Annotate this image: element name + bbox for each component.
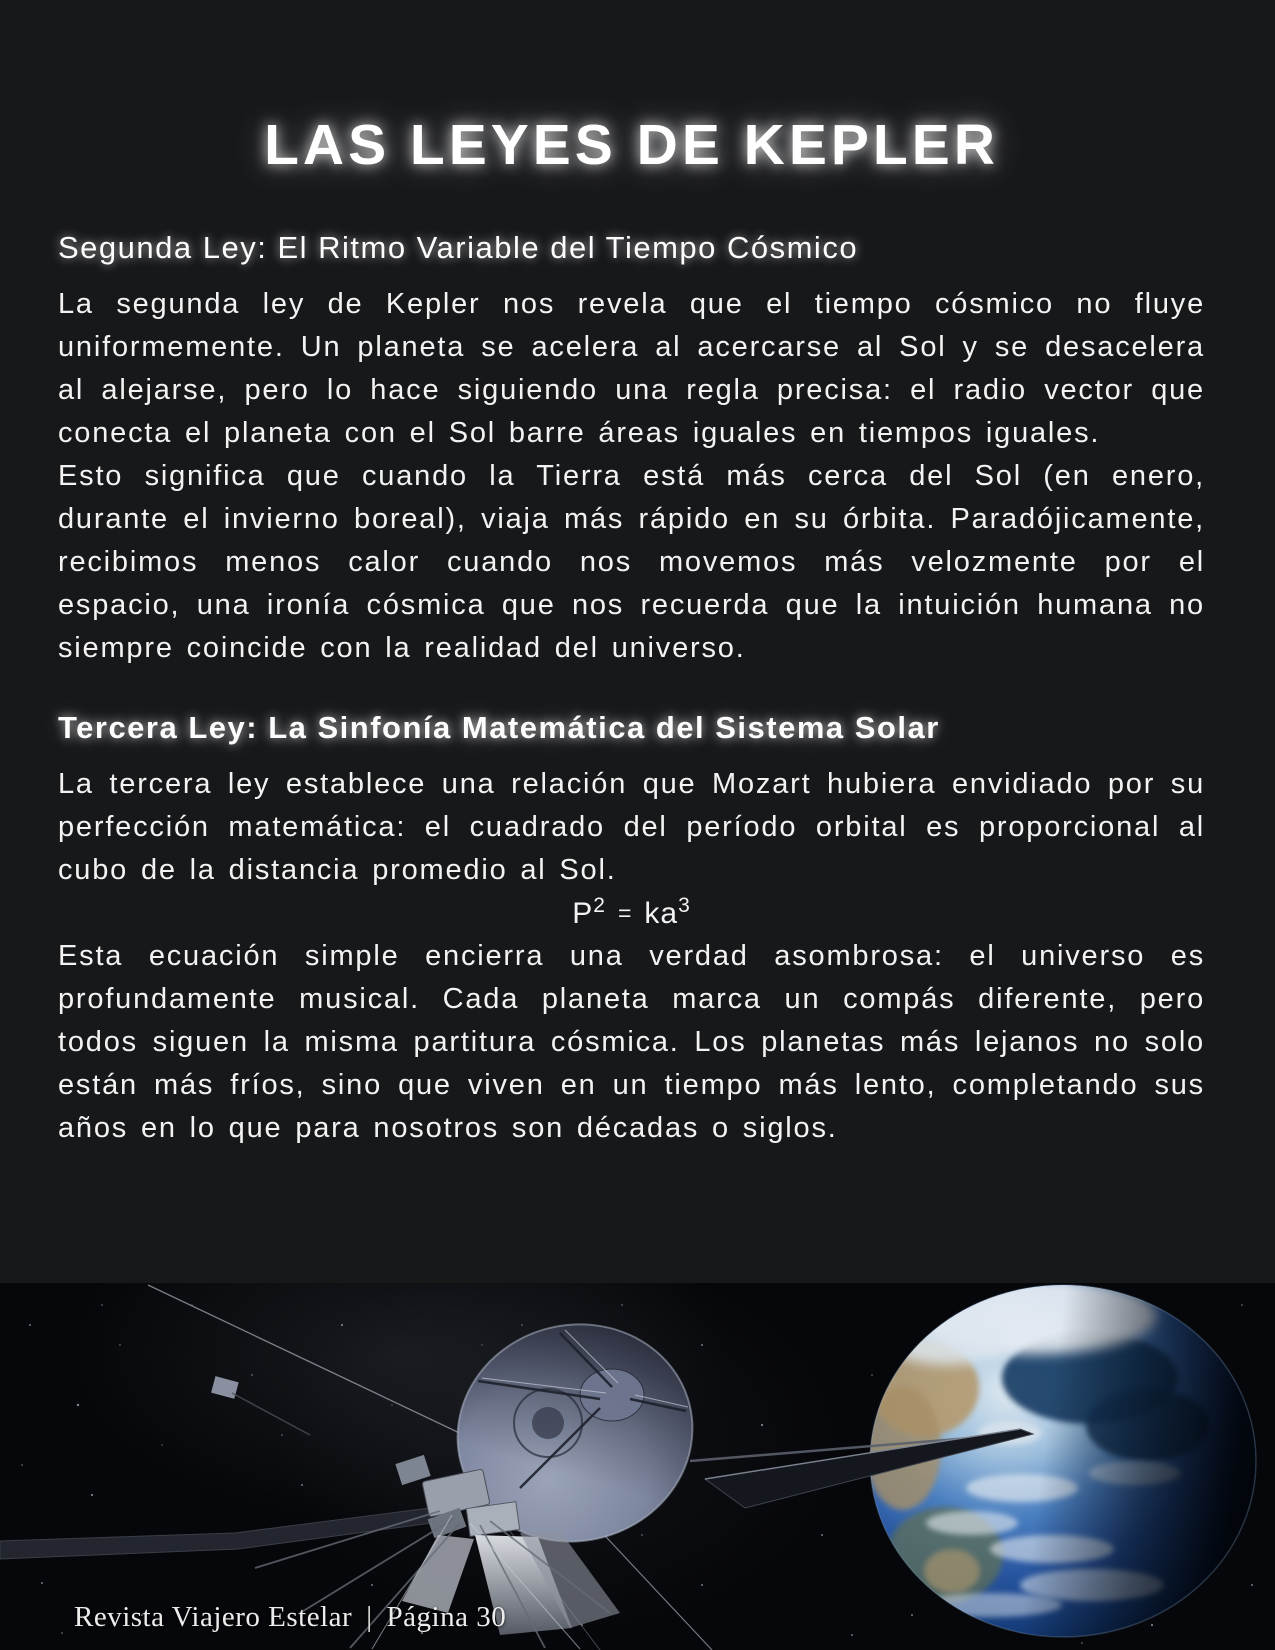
paragraph-second-law-2: Esto significa que cuando la Tierra está más cerca del Sol (en enero, durante el invierno boreal), viaja más rápido en su órbita. Paradójicamente, recibimos menos calor cuando nos movemos más velozmente por el espacio, una ironía cósmica que nos recuerda que la intuición humana no siempre coincide con la realidad del universo. (58, 460, 1205, 664)
magazine-name: Revista Viajero Estelar (74, 1601, 353, 1633)
paragraph-third-law-1: La tercera ley establece una relación que Mozart hubiera envidiado por su perfección matemática: el cuadrado del período orbital es proporcional al cubo de la distancia promedio al Sol. (58, 768, 1205, 886)
page-title: LAS LEYES DE KEPLER (264, 113, 999, 177)
section-heading-tercera-ley: Tercera Ley: La Sinfonía Matemática del Sistema Solar (58, 710, 940, 745)
section-heading-segunda-ley: Segunda Ley: El Ritmo Variable del Tiempo Cósmico (58, 230, 859, 265)
paragraph-third-law-2: Esta ecuación simple encierra una verdad asombrosa: el universo es profundamente musical. Cada planeta marca un compás diferente, pero todos siguen la misma partitura cósmica. Los planetas más lejanos no solo están más fríos, sino que viven en un tiempo más lento, completando sus años en lo que para nosotros son décadas o siglos. (58, 940, 1205, 1144)
page-number: Página 30 (386, 1601, 507, 1633)
formula-keplers-third-law (58, 892, 1205, 935)
formula-lhs-exponent: 2 (593, 894, 606, 917)
formula-rhs-exponent: 3 (678, 894, 691, 917)
footer-separator: | (366, 1601, 373, 1633)
article-body (0, 112, 1275, 1150)
page-footer (74, 1601, 506, 1634)
formula-equals-sign: = (617, 900, 633, 926)
paragraph-second-law-1: La segunda ley de Kepler nos revela que el tiempo cósmico no fluye uniformemente. Un planeta se acelera al acercarse al Sol y se desacelera al alejarse, pero lo hace siguiendo una regla precisa: el radio vector que conecta el planeta con el Sol barre áreas iguales en tiempos iguales. (58, 288, 1205, 449)
formula-rhs: ka (644, 897, 679, 930)
space-illustration (0, 1283, 1275, 1650)
formula-lhs: P (572, 897, 594, 930)
